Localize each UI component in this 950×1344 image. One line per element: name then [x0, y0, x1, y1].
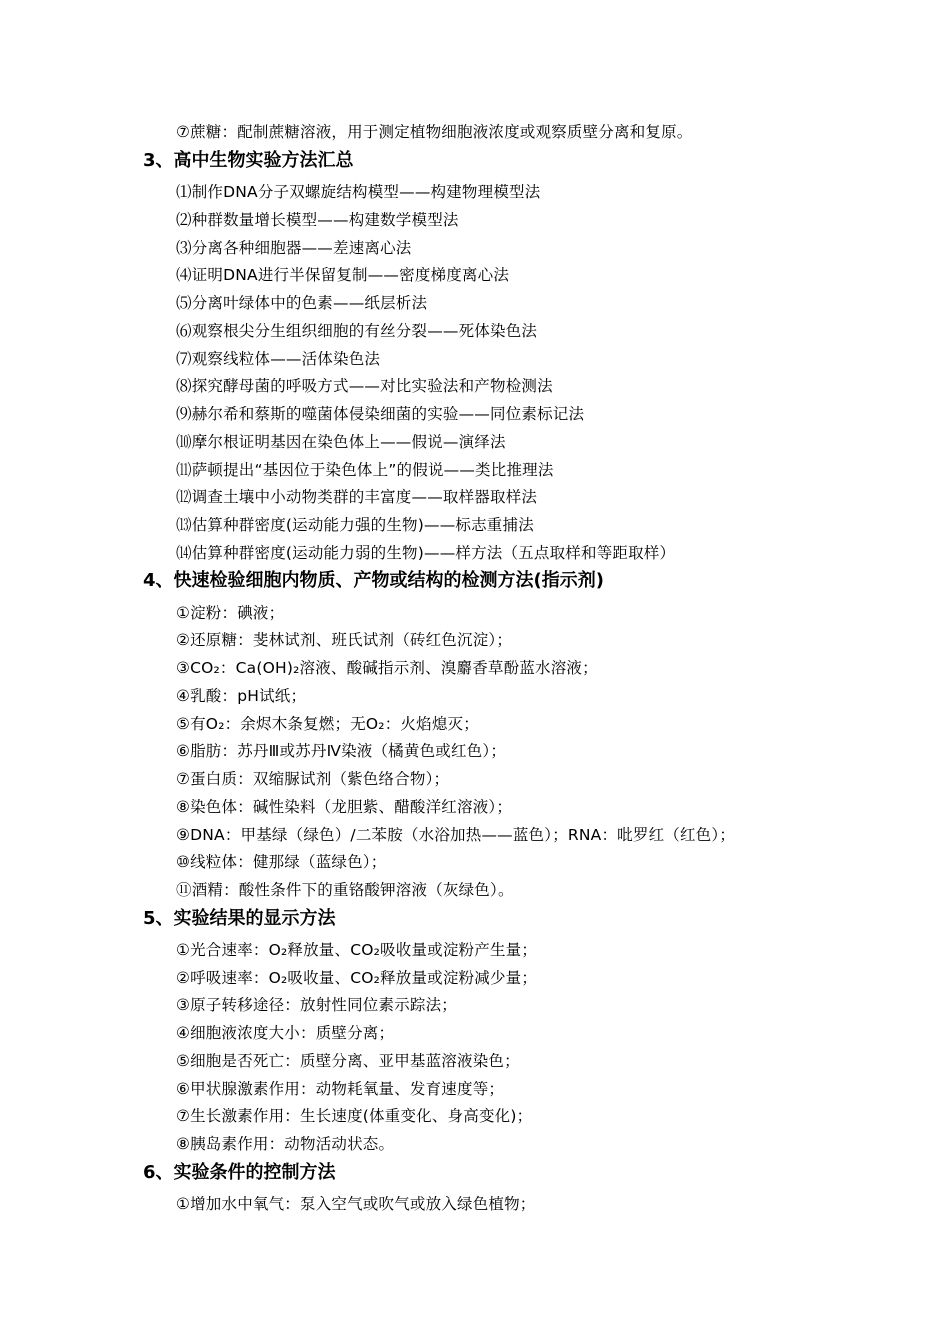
list-item: ③原子转移途径：放射性同位素示踪法； [176, 996, 457, 1014]
list-item: ⑴制作DNA分子双螺旋结构模型——构建物理模型法 [176, 183, 541, 201]
list-item: ⑦生长激素作用：生长速度(体重变化、身高变化)； [176, 1107, 533, 1125]
list-item: ⒀估算种群密度(运动能力强的生物)——标志重捕法 [176, 516, 534, 534]
list-item: ⑹观察根尖分生组织细胞的有丝分裂——死体染色法 [176, 322, 538, 340]
list-item: ⑺观察线粒体——活体染色法 [176, 350, 381, 368]
list-item: ①增加水中氧气：泵入空气或吹气或放入绿色植物； [176, 1195, 536, 1213]
list-item: ⑶分离各种细胞器——差速离心法 [176, 239, 412, 257]
list-item: ⑵种群数量增长模型——构建数学模型法 [176, 211, 459, 229]
list-item: ⑷证明DNA进行半保留复制——密度梯度离心法 [176, 266, 510, 284]
section-heading: 3、高中生物实验方法汇总 [143, 150, 354, 171]
list-item: ⑧胰岛素作用：动物活动状态。 [176, 1135, 395, 1153]
list-item: ⑤有O₂：余烬木条复燃；无O₂：火焰熄灭； [176, 715, 479, 733]
list-item: ①淀粉：碘液； [176, 604, 285, 622]
list-item: ⑩线粒体：健那绿（蓝绿色）； [176, 853, 387, 871]
list-item: ⑨DNA：甲基绿（绿色）/二苯胺（水浴加热——蓝色）；RNA：吡罗红（红色）； [176, 826, 736, 844]
list-item: ⑦蔗糖：配制蔗糖溶液，用于测定植物细胞液浓度或观察质壁分离和复原。 [176, 123, 693, 141]
list-item: ⑽摩尔根证明基因在染色体上——假说—演绎法 [176, 433, 506, 451]
list-item: ⑤细胞是否死亡：质壁分离、亚甲基蓝溶液染色； [176, 1052, 520, 1070]
section-heading: 5、实验结果的显示方法 [143, 908, 336, 929]
list-item: ②呼吸速率：O₂吸收量、CO₂释放量或淀粉减少量； [176, 969, 538, 987]
list-item: ⑾萨顿提出“基因位于染色体上”的假说——类比推理法 [176, 461, 554, 479]
list-item: ③CO₂：Ca(OH)₂溶液、酸碱指示剂、溴麝香草酚蓝水溶液； [176, 659, 598, 677]
list-item: ⑥甲状腺激素作用：动物耗氧量、发育速度等； [176, 1080, 505, 1098]
list-item: ⑿调查土壤中小动物类群的丰富度——取样器取样法 [176, 488, 538, 506]
list-item: ⑪酒精：酸性条件下的重铬酸钾溶液（灰绿色）。 [176, 881, 514, 899]
list-item: ①光合速率：O₂释放量、CO₂吸收量或淀粉产生量； [176, 941, 538, 959]
list-item: ⑸分离叶绿体中的色素——纸层析法 [176, 294, 428, 312]
section-heading: 6、实验条件的控制方法 [143, 1162, 336, 1183]
list-item: ⑧染色体：碱性染料（龙胆紫、醋酸洋红溶液）； [176, 798, 513, 816]
section-heading: 4、快速检验细胞内物质、产物或结构的检测方法(指示剂) [143, 570, 604, 591]
list-item: ②还原糖：斐林试剂、班氏试剂（砖红色沉淀）； [176, 631, 513, 649]
list-item: ⑥脂肪：苏丹Ⅲ或苏丹Ⅳ染液（橘黄色或红色）； [176, 742, 507, 760]
list-item: ⑦蛋白质：双缩脲试剂（紫色络合物）； [176, 770, 450, 788]
list-item: ④乳酸：pH试纸； [176, 687, 307, 705]
list-item: ④细胞液浓度大小：质壁分离； [176, 1024, 395, 1042]
list-item: ⑻探究酵母菌的呼吸方式——对比实验法和产物检测法 [176, 377, 553, 395]
list-item: ⑼赫尔希和蔡斯的噬菌体侵染细菌的实验——同位素标记法 [176, 405, 585, 423]
list-item: ⒁估算种群密度(运动能力弱的生物)——样方法（五点取样和等距取样） [176, 544, 676, 562]
